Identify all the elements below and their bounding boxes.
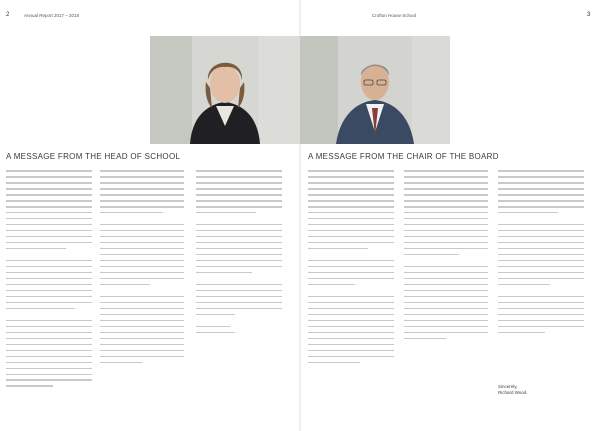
head-of-school-title: A MESSAGE FROM THE HEAD OF SCHOOL: [6, 152, 181, 161]
left-running-head: Annual Report 2017 – 2018: [24, 13, 80, 18]
head-of-school-photo: [150, 36, 300, 144]
chair-of-the-board-photo: [300, 36, 450, 144]
body-text-column: [196, 170, 282, 338]
chair-of-the-board-title: A MESSAGE FROM THE CHAIR OF THE BOARD: [308, 152, 499, 161]
body-text-column: [100, 170, 184, 368]
right-page-number: 3: [587, 12, 591, 18]
chair-signature: Richard Wood: [498, 390, 527, 395]
body-text-column: [498, 170, 584, 338]
right-running-head: Crofton House School: [372, 13, 417, 18]
sincerely-closing: Sincerely,: [498, 384, 518, 389]
signature-block: [498, 384, 584, 396]
body-text-column: [404, 170, 488, 344]
body-text-column: [6, 170, 92, 391]
body-text-column: [308, 170, 394, 368]
left-page-number: 2: [6, 12, 10, 18]
right-page: [300, 0, 600, 431]
